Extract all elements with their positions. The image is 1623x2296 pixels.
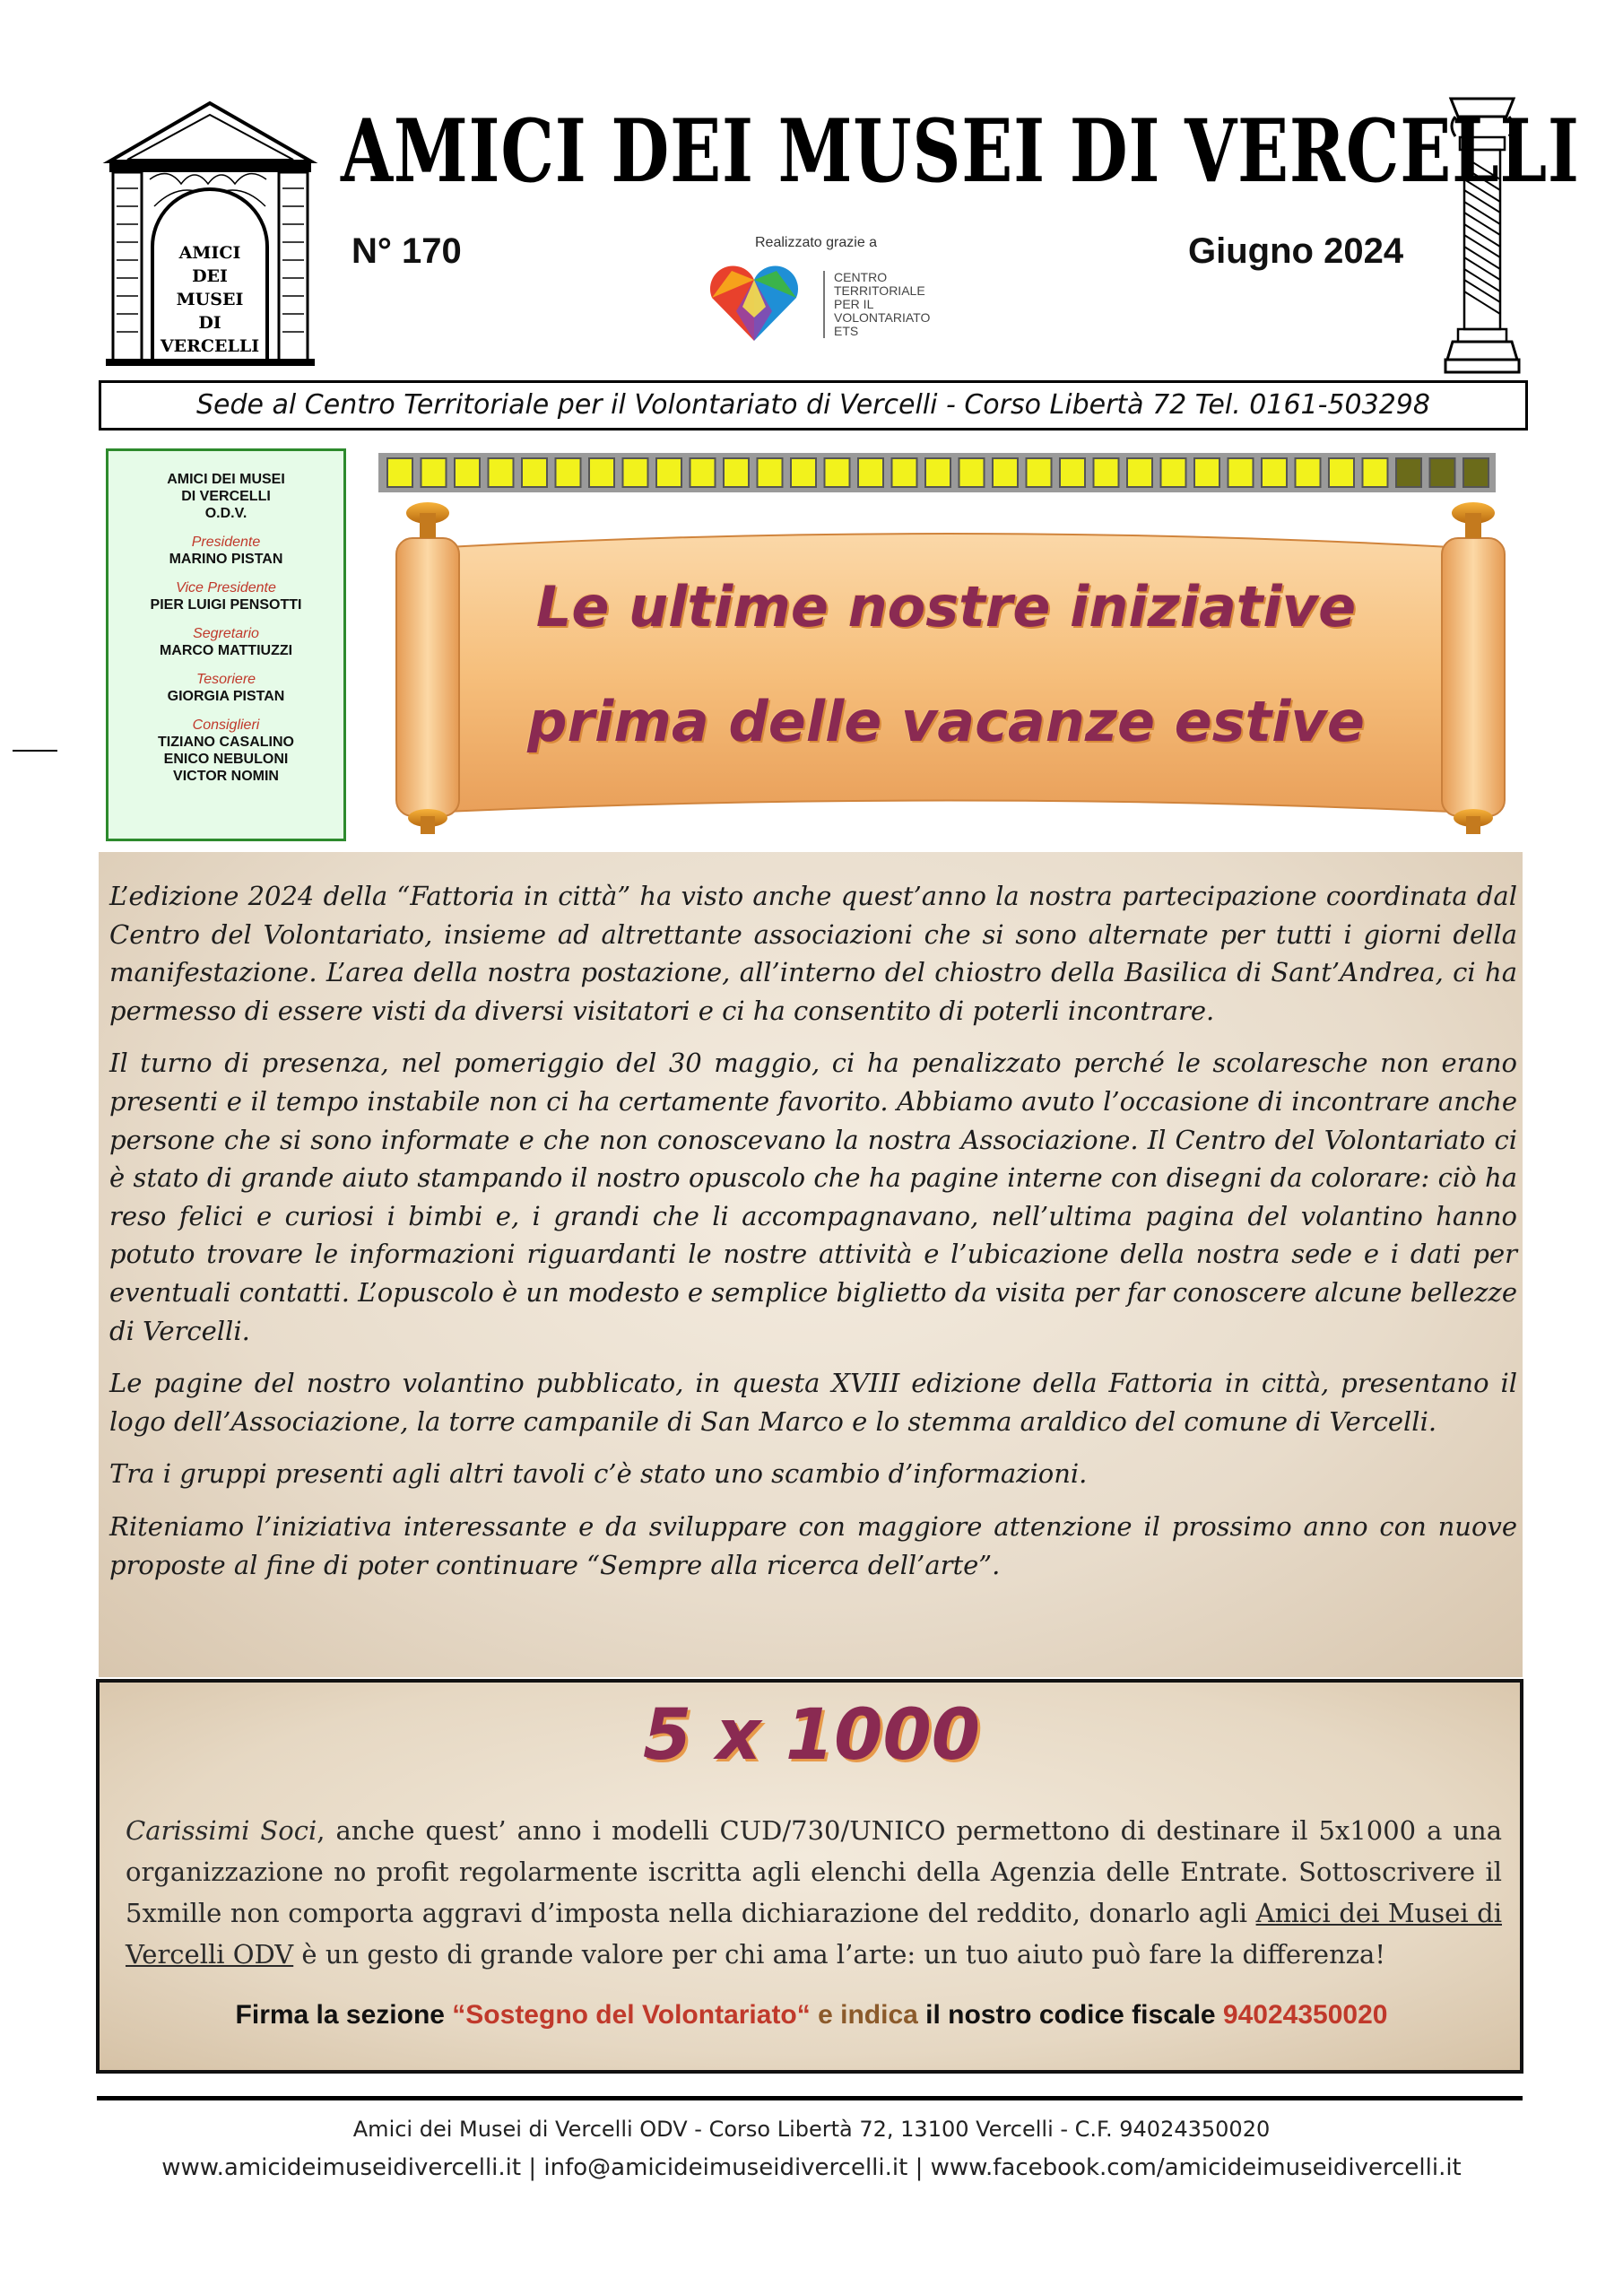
text-segment: permettono di destinare il [945, 1815, 1319, 1846]
amount-5xmille: 5xmille [126, 1898, 222, 1928]
text-segment: non comporta aggravi d’imposta nella dichiarazione del reddito, donarlo agli [221, 1898, 1256, 1928]
film-frame [1127, 458, 1152, 487]
sponsor-line: TERRITORIALE [834, 283, 925, 298]
film-frame [1161, 458, 1186, 487]
text-segment: a una organizzazione no profit regolarmente iscritta agli elenchi della Agenzia delle Entrate. Sottoscrivere il [126, 1815, 1503, 1887]
issue-date: Giugno 2024 [1188, 231, 1404, 271]
section-name: “Sostegno del Volontariato“ [452, 2000, 811, 2030]
board-role-president: Presidente [191, 535, 261, 550]
film-frame [892, 458, 917, 487]
amount-5x1000: 5x1000 [1318, 1815, 1417, 1846]
film-frame [1430, 458, 1455, 487]
article-paragraph: Tra i gruppi presenti agli altri tavoli c’è stato uno scambio d’informazioni. [109, 1458, 1088, 1490]
association-link[interactable]: Amici dei Musei di Vercelli ODV [126, 1898, 1502, 1970]
sponsor-line: CENTRO [834, 270, 888, 284]
tax-models: CUD/730/UNICO [719, 1815, 946, 1846]
footer-contacts[interactable]: www.amicideimuseidivercelli.it | info@amicideimuseidivercelli.it | www.facebook.com/amicideimuseidivercelli.it [161, 2154, 1462, 2181]
film-frame [1060, 458, 1085, 487]
scroll-banner [375, 448, 1523, 843]
film-frame [1329, 458, 1354, 487]
film-frame [825, 458, 850, 487]
logo-text-2: DEI [192, 266, 228, 286]
tax-code: 94024350020 [1222, 2000, 1388, 2030]
board-name: PIER LUIGI PENSOTTI [150, 597, 302, 613]
film-frame [589, 458, 614, 487]
board-org-line: DI VERCELLI [181, 489, 271, 504]
footer-divider [97, 2096, 1523, 2100]
film-frame [1094, 458, 1119, 487]
film-frame [489, 458, 514, 487]
article-paragraph: Riteniamo l’iniziativa interessante e da sviluppare con maggiore attenzione il prossimo anno con nuove proposte al fine di poter continuare “Sempre alla ricerca dell’arte”. [109, 1510, 1517, 1580]
board-box [106, 448, 346, 841]
logo-text-5: VERCELLI [160, 336, 260, 356]
film-frame [758, 458, 783, 487]
board-name: MARINO PISTAN [169, 552, 283, 567]
film-frame [925, 458, 950, 487]
logo-text-3: MUSEI [176, 290, 244, 309]
text-segment: , anche quest’ anno i modelli [317, 1815, 720, 1846]
text-segment: Firma la sezione [235, 2000, 453, 2030]
film-frame [421, 458, 447, 487]
film-frame [1194, 458, 1219, 487]
greeting: Carissimi Soci [126, 1815, 317, 1846]
film-frame [724, 458, 749, 487]
film-frame [387, 458, 412, 487]
text-segment: è un gesto di grande valore per chi ama l’arte: un tuo aiuto può fare la differenza! [293, 1939, 1385, 1970]
board-role-treasurer: Tesoriere [195, 672, 256, 687]
film-frame [1396, 458, 1421, 487]
film-frame [690, 458, 716, 487]
board-name: GIORGIA PISTAN [167, 689, 285, 704]
board-org-line: O.D.V. [204, 506, 247, 521]
film-frame [623, 458, 648, 487]
article-paragraph: L’edizione 2024 della “Fattoria in città” ha visto anche quest’anno la nostra partecipazione coordinata dal Centro del Volontariato, insieme ad altrettante associazioni che si sono alternate per tutti i giorni della manifestazione. L’area della nostra postazione, all’interno del chiostro della Basilica di Sant’Andrea, ci ha permesso di essere visti da diversi visitatori e ci ha consentito di poterli incontrare. [109, 881, 1517, 1026]
article-body [109, 877, 1517, 1598]
sign-instruction [99, 2000, 1524, 2031]
address-bar: Sede al Centro Territoriale per il Volontariato di Vercelli - Corso Libertà 72 Tel. 0161-503298 [99, 380, 1528, 430]
film-frame [1296, 458, 1321, 487]
board-name: MARCO MATTIUZZI [159, 643, 293, 658]
sponsor-line: ETS [834, 324, 859, 338]
sponsor-line: PER IL [834, 297, 874, 311]
film-strip [378, 453, 1496, 492]
film-frame [858, 458, 883, 487]
film-frame [1262, 458, 1287, 487]
article-paragraph: Le pagine del nostro volantino pubblicato, in questa XVIII edizione della Fattoria in città, presentano il logo dell’Associazione, la torre campanile di San Marco e lo stemma araldico del comune di Vercelli. [109, 1368, 1517, 1437]
board-name: VICTOR NOMIN [173, 769, 279, 784]
margin-dash [13, 750, 57, 752]
board-role-councillors: Consiglieri [192, 718, 260, 733]
film-frame [556, 458, 581, 487]
banner-headline-1: Le ultime nostre iniziative [535, 574, 1357, 639]
film-frame [1463, 458, 1488, 487]
column-illustration [1442, 94, 1523, 377]
article-paragraph: Il turno di presenza, nel pomeriggio del 30 maggio, ci ha penalizzato perché le scolaresche non erano presenti e il tempo instabile non ci ha certamente favorito. Abbiamo avuto l’occasione di incontrare anche persone che si sono informate e che non conoscevano la nostra Associazione. Il Centro del Volontariato ci è stato di grande aiuto stampando il nostro opuscolo che ha pagine interne con disegni da colorare: ciò ha reso felici e curiosi i bimbi e, i grandi che li accompagnavano, nell’ultima pagina del volantino hanno potuto trovare le informazioni riguardanti le nostre attività e l’ubicazione della nostra sede e i dati per eventuali contatti. L’opuscolo è un modesto e semplice biglietto da visita per far conoscere alcune bellezze di Vercelli. [109, 1048, 1517, 1346]
text-segment: il nostro codice fiscale [917, 2000, 1223, 2030]
board-name: ENICO NEBULONI [163, 752, 289, 767]
film-frame [522, 458, 547, 487]
film-frame [993, 458, 1018, 487]
logo-text-1: AMICI [178, 243, 241, 263]
issue-number: N° 170 [352, 231, 462, 271]
board-role-secretary: Segretario [193, 626, 259, 641]
film-frame [959, 458, 985, 487]
text-segment: e indica [810, 2000, 918, 2030]
board-org-line: AMICI DEI MUSEI [167, 472, 285, 487]
board-role-vice-president: Vice Presidente [176, 580, 276, 596]
film-frame [791, 458, 816, 487]
film-frame [455, 458, 480, 487]
film-frame [656, 458, 681, 487]
sponsor-heart-logo [705, 262, 803, 343]
footer-address: Amici dei Musei di Vercelli ODV - Corso Libertà 72, 13100 Vercelli - C.F. 94024350020 [352, 2117, 1271, 2142]
sponsor-text [823, 271, 930, 338]
association-logo [100, 99, 320, 368]
film-frame [1027, 458, 1052, 487]
banner-headline-2: prima delle vacanze estive [527, 689, 1365, 754]
film-frame [1363, 458, 1388, 487]
five-per-thousand-title: 5 x 1000 [643, 1695, 980, 1776]
sponsor-line: VOLONTARIATO [834, 310, 931, 325]
board-name: TIZIANO CASALINO [158, 735, 294, 750]
five-per-thousand-text [126, 1810, 1502, 1975]
film-frame [1228, 458, 1254, 487]
newsletter-title: AMICI DEI MUSEI DI VERCELLI [341, 100, 1580, 202]
sponsor-note: Realizzato grazie a [755, 235, 878, 250]
logo-text-4: DI [198, 313, 221, 333]
